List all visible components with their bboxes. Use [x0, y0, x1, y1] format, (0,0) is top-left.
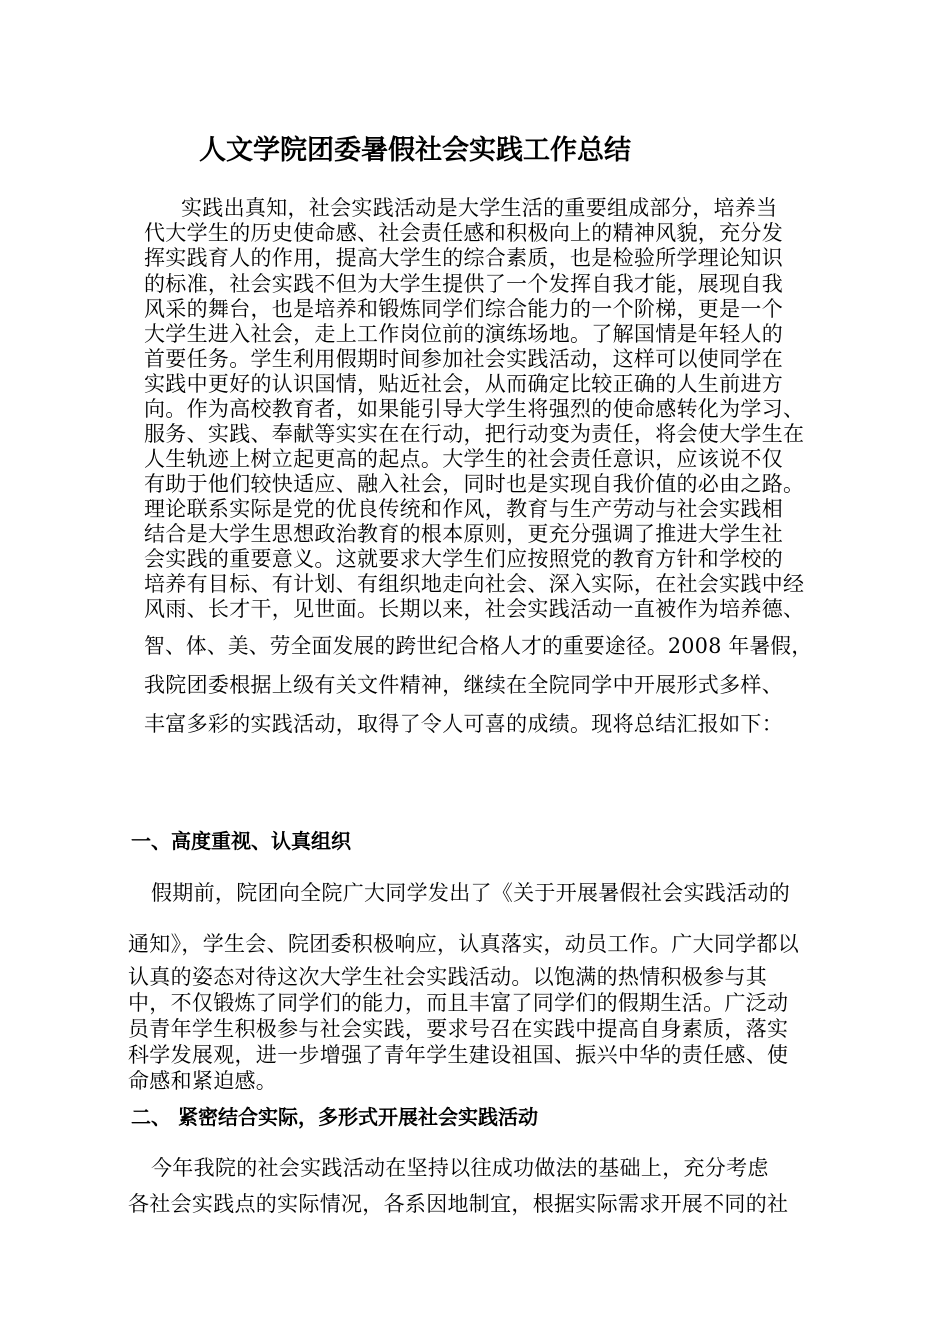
- text-line: 人生轨迹上树立起更高的起点。大学生的社会责任意识，应该说不仅: [144, 447, 783, 471]
- document-title: 人文学院团委暑假社会实践工作总结: [199, 135, 631, 166]
- section-heading-2: 二、 紧密结合实际，多形式开展社会实践活动: [131, 1105, 538, 1129]
- text-line: 各社会实践点的实际情况，各系因地制宜，根据实际需求开展不同的社: [128, 1192, 789, 1216]
- text-line: 今年我院的社会实践活动在坚持以往成功做法的基础上，充分考虑: [151, 1156, 769, 1180]
- text-line: 科学发展观，进一步增强了青年学生建设祖国、振兴中华的责任感、使: [128, 1043, 789, 1067]
- text-line: 向。作为高校教育者，如果能引导大学生将强烈的使命感转化为学习、: [144, 397, 805, 421]
- text-line: 大学生进入社会，走上工作岗位前的演练场地。了解国情是年轻人的: [144, 322, 783, 346]
- text-line: 首要任务。学生利用假期时间参加社会实践活动，这样可以使同学在: [144, 347, 783, 371]
- text-line: 中，不仅锻炼了同学们的能力，而且丰富了同学们的假期生活。广泛动: [128, 991, 789, 1015]
- text-line: 理论联系实际是党的优良传统和作风，教育与生产劳动与社会实践相: [144, 497, 783, 521]
- text-line: 实践出真知，社会实践活动是大学生活的重要组成部分，培养当: [181, 196, 778, 220]
- text-line: 会实践的重要意义。这就要求大学生们应按照党的教育方针和学校的: [144, 547, 783, 571]
- section-heading-1: 一、高度重视、认真组织: [131, 829, 351, 853]
- text-line: 实践中更好的认识国情，贴近社会，从而确定比较正确的人生前进方: [144, 372, 783, 396]
- text-line: 结合是大学生思想政治教育的根本原则，更充分强调了推进大学生社: [144, 522, 783, 546]
- text-line: 风雨、长才干，见世面。长期以来，社会实践活动一直被作为培养德、: [144, 597, 805, 621]
- text-line: 的标准，社会实践不但为大学生提供了一个发挥自我才能，展现自我: [144, 272, 783, 296]
- text-line: 认真的姿态对待这次大学生社会实践活动。以饱满的热情积极参与其: [128, 965, 767, 989]
- text-line: 风采的舞台，也是培养和锻炼同学们综合能力的一个阶梯，更是一个: [144, 297, 783, 321]
- text-line: 我院团委根据上级有关文件精神，继续在全院同学中开展形式多样、: [144, 673, 783, 697]
- text-line: 丰富多彩的实践活动，取得了令人可喜的成绩。现将总结汇报如下：: [144, 712, 783, 736]
- text-line: 员青年学生积极参与社会实践，要求号召在实践中提高自身素质，落实: [128, 1017, 789, 1041]
- text-line: 有助于他们较快适应、融入社会，同时也是实现自我价值的必由之路。: [144, 472, 805, 496]
- text-line: 培养有目标、有计划、有组织地走向社会、深入实际，在社会实践中经: [144, 572, 805, 596]
- text-line: 智、体、美、劳全面发展的跨世纪合格人才的重要途径。2008 年暑假，: [144, 634, 813, 658]
- text-line: 服务、实践、奉献等实实在在行动，把行动变为责任，将会使大学生在: [144, 422, 805, 446]
- text-line: 命感和紧迫感。: [128, 1069, 278, 1093]
- text-line: 代大学生的历史使命感、社会责任感和积极向上的精神风貌，充分发: [144, 221, 783, 245]
- text-line: 假期前，院团向全院广大同学发出了《关于开展暑假社会实践活动的: [151, 881, 790, 905]
- text-line: 通知》，学生会、院团委积极响应，认真落实，动员工作。广大同学都以: [128, 932, 800, 956]
- text-line: 挥实践育人的作用，提高大学生的综合素质，也是检验所学理论知识: [144, 246, 783, 270]
